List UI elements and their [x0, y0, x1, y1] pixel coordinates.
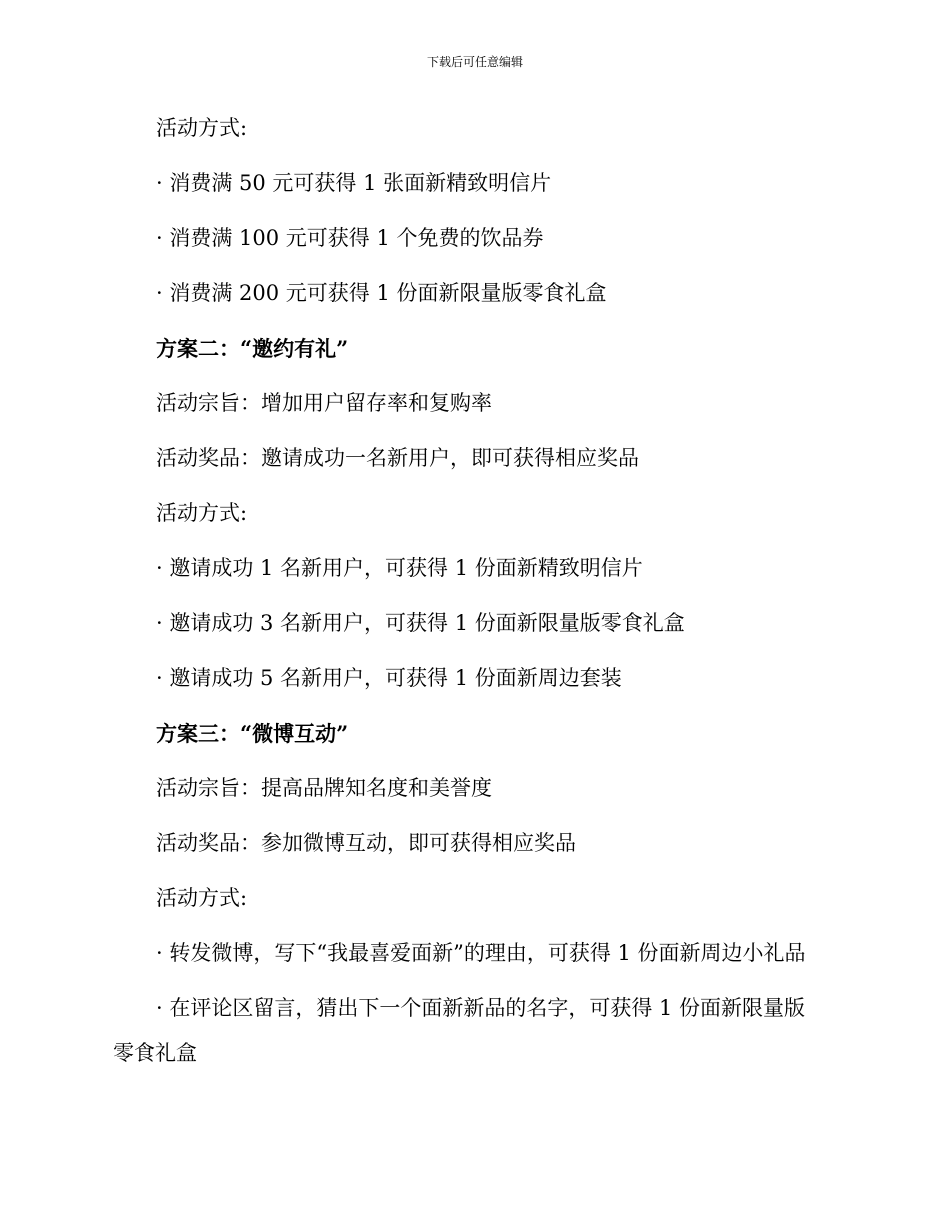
- paragraph-prize-plan-2: 活动奖品：邀请成功一名新用户，即可获得相应奖品: [156, 446, 639, 470]
- document-body: [113, 106, 823, 1086]
- list-item-spend-200: · 消费满 200 元可获得 1 份面新限量版零食礼盒: [156, 281, 607, 305]
- list-item-repost-weibo: · 转发微博，写下“我最喜爱面新”的理由，可获得 1 份面新周边小礼品: [156, 941, 806, 965]
- paragraph-method-label-3: 活动方式:: [156, 886, 248, 910]
- section-heading-plan-3: 方案三：“微博互动”: [156, 721, 349, 746]
- list-item-spend-100: · 消费满 100 元可获得 1 个免费的饮品券: [156, 226, 544, 250]
- list-item-comment-guess: · 在评论区留言，猜出下一个面新新品的名字，可获得 1 份面新限量版零食礼盒: [113, 996, 806, 1065]
- paragraph-method-label-2: 活动方式:: [156, 501, 248, 525]
- list-item-invite-1: · 邀请成功 1 名新用户，可获得 1 份面新精致明信片: [156, 556, 643, 580]
- paragraph-method-label-1: 活动方式:: [156, 116, 248, 140]
- paragraph-purpose-plan-2: 活动宗旨：增加用户留存率和复购率: [156, 391, 492, 415]
- section-heading-plan-2: 方案二：“邀约有礼”: [156, 336, 349, 361]
- list-item-invite-3: · 邀请成功 3 名新用户，可获得 1 份面新限量版零食礼盒: [156, 611, 685, 635]
- paragraph-purpose-plan-3: 活动宗旨：提高品牌知名度和美誉度: [156, 776, 492, 800]
- paragraph-prize-plan-3: 活动奖品：参加微博互动，即可获得相应奖品: [156, 831, 576, 855]
- list-item-invite-5: · 邀请成功 5 名新用户，可获得 1 份面新周边套装: [156, 666, 622, 690]
- list-item-spend-50: · 消费满 50 元可获得 1 张面新精致明信片: [156, 171, 552, 195]
- page-header: 下载后可任意编辑: [426, 55, 523, 69]
